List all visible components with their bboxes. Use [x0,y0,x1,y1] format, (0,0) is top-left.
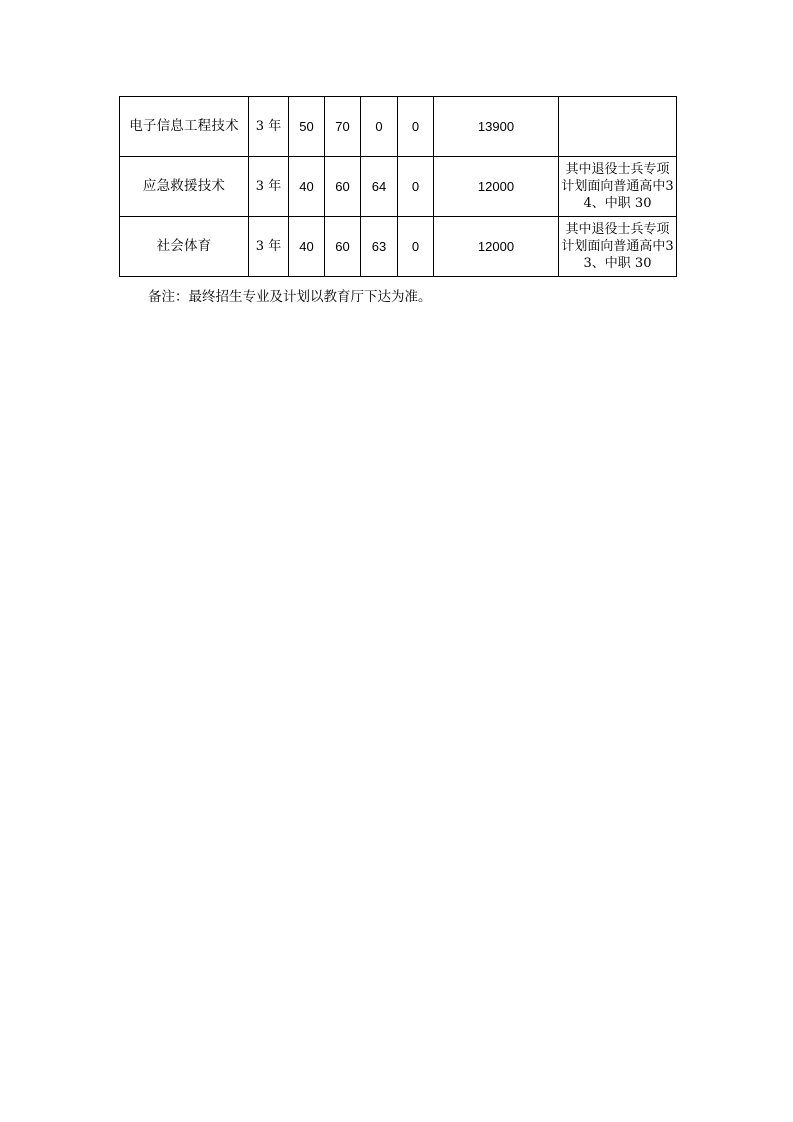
value-cell: 70 [325,97,361,157]
remark-note: 备注：最终招生专业及计划以教育厅下达为准。 [148,289,432,305]
value-cell: 40 [289,217,325,277]
fee-cell: 12000 [434,217,559,277]
duration-cell: 3 年 [249,157,289,217]
duration-cell: 3 年 [249,97,289,157]
major-name-cell: 电子信息工程技术 [120,97,249,157]
value-cell: 0 [398,97,434,157]
value-cell: 60 [325,217,361,277]
table-row [120,97,677,157]
major-name-cell: 应急救援技术 [120,157,249,217]
table-row [120,157,677,217]
value-cell: 0 [398,217,434,277]
duration-cell: 3 年 [249,217,289,277]
fee-cell: 13900 [434,97,559,157]
value-cell: 0 [398,157,434,217]
note-cell: 其中退役士兵专项计划面向普通高中33、中职 30 [559,217,677,277]
value-cell: 63 [361,217,398,277]
enrollment-plan-table [119,96,677,277]
value-cell: 50 [289,97,325,157]
note-cell [559,97,677,157]
value-cell: 60 [325,157,361,217]
fee-cell: 12000 [434,157,559,217]
note-cell: 其中退役士兵专项计划面向普通高中34、中职 30 [559,157,677,217]
value-cell: 64 [361,157,398,217]
value-cell: 40 [289,157,325,217]
value-cell: 0 [361,97,398,157]
table-row [120,217,677,277]
major-name-cell: 社会体育 [120,217,249,277]
